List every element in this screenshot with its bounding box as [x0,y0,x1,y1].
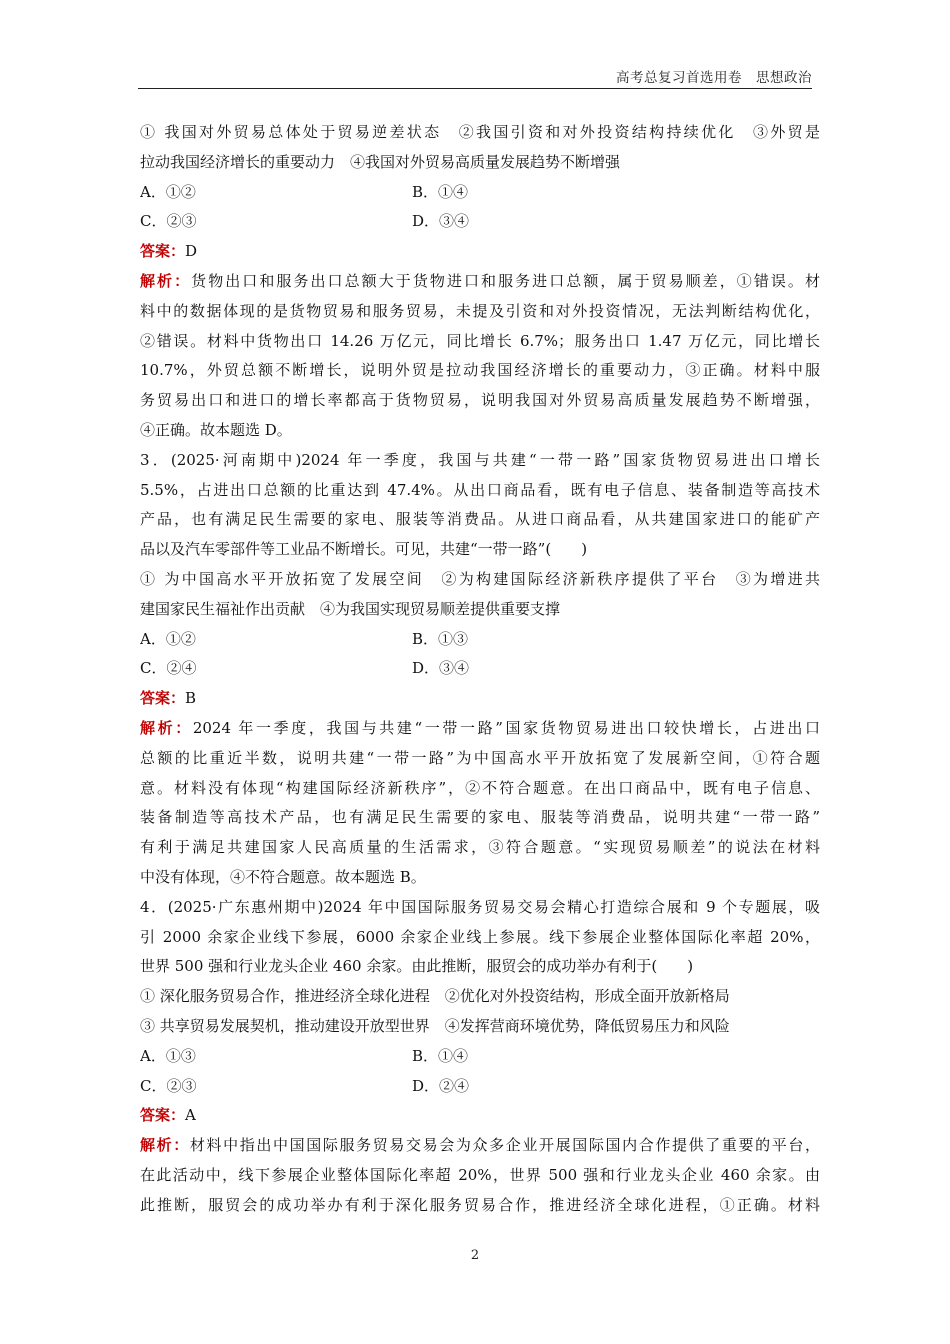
q3-analysis-line: 中没有体现，④不符合题意。故本题选 B。 [140,867,426,886]
q3-analysis-line: 装备制造等高技术产品，也有满足民生需要的家电、服装等消费品，说明共建“一带一路” [140,808,820,827]
analysis-label: 解析： [140,271,192,290]
q3-answer [140,684,820,714]
analysis-label: 解析： [140,718,193,737]
answer-value: B [185,689,197,708]
q3-analysis-line: 总额的比重近半数，说明共建“一带一路”为中国高水平开放拓宽了发展新空间，①符合题 [140,748,820,767]
q3-stem-line: 5.5%，占进出口总额的比重达到 47.4%。从出口商品看，既有电子信息、装备制造等高技术 [140,480,820,499]
answer-value: D [185,242,198,261]
q2-option-d: D．③④ [412,212,470,231]
analysis-text: 2024 年一季度，我国与共建“一带一路”国家货物贸易进出口较快增长，占进出口 [192,718,820,737]
running-header: 高考总复习首选用卷 思想政治 [616,70,812,86]
analysis-label: 解析： [140,1136,190,1155]
q3-stem-line: 产品，也有满足民生需要的家电、服装等消费品。从进口商品看，从共建国家进口的能矿产 [140,510,820,529]
q4-analysis-line: 在此活动中，线下参展企业整体国际化率超 20%，世界 500 强和行业龙头企业 460 余家。由 [140,1165,820,1184]
q4-option-a: A．①③ [140,1046,196,1065]
q3-option-c: C．②④ [140,659,197,678]
q3-analysis-line: 意。材料没有体现“构建国际经济新秩序”，②不符合题意。在出口商品中，既有电子信息、 [140,778,820,797]
q4-option-c: C．②③ [140,1076,197,1095]
q3-analysis-line: 有利于满足共建国家人民高质量的生活需求，③符合题意。“实现贸易顺差”的说法在材料 [140,838,820,857]
q3-option-b: B．①③ [412,629,469,648]
q3-options-row [140,625,820,655]
q4-analysis-line [140,1131,820,1161]
q3-stem-line: 品以及汽车零部件等工业品不断增长。可见，共建“一带一路”( ) [140,540,588,559]
q2-options-row [140,207,820,237]
q2-statement-line: 拉动我国经济增长的重要动力 ④我国对外贸易高质量发展趋势不断增强 [140,152,621,171]
q4-stem-line: 引 2000 余家企业线下参展，6000 余家企业线上参展。线下参展企业整体国际化率超 20%， [140,927,820,946]
q3-option-d: D．③④ [412,659,470,678]
answer-label: 答案： [140,689,186,708]
q4-analysis-line: 此推断，服贸会的成功举办有利于深化服务贸易合作，推进经济全球化进程，①正确。材料 [140,1195,820,1214]
q4-option-d: D．②④ [412,1076,470,1095]
q2-analysis-line: 10.7%，外贸总额不断增长，说明外贸是拉动我国经济增长的重要动力，③正确。材料中服 [140,361,820,380]
q3-options-row [140,654,820,684]
page-content [140,118,820,1220]
q3-option-a: A．①② [140,629,196,648]
answer-value: A [185,1106,196,1125]
q2-analysis-line: ④正确。故本题选 D。 [140,420,292,439]
q4-statement-line: ③ 共享贸易发展契机，推动建设开放型世界 ④发挥营商环境优势，降低贸易压力和风险 [140,1016,730,1035]
q2-answer [140,237,820,267]
q4-stem-line: 4．(2025·广东惠州期中)2024 年中国国际服务贸易交易会精心打造综合展和 9 个专题展，吸 [140,897,820,916]
q3-analysis-line [140,714,820,744]
analysis-text: 货物出口和服务出口总额大于货物进口和服务进口总额，属于贸易顺差，①错误。材 [191,271,820,290]
answer-label: 答案： [140,242,186,261]
analysis-text: 材料中指出中国国际服务贸易交易会为众多企业开展国际国内合作提供了重要的平台， [189,1136,820,1155]
q3-statement-line: ① 为中国高水平开放拓宽了发展空间 ②为构建国际经济新秩序提供了平台 ③为增进共 [140,569,820,588]
q4-statement-line: ① 深化服务贸易合作，推进经济全球化进程 ②优化对外投资结构，形成全面开放新格局 [140,987,730,1006]
q4-answer [140,1101,820,1131]
q2-analysis-line: ②错误。材料中货物出口 14.26 万亿元，同比增长 6.7%；服务出口 1.47 万亿元，同比增长 [140,331,820,350]
q2-analysis-line [140,267,820,297]
q3-stem-line: 3．(2025·河南期中)2024 年一季度，我国与共建“一带一路”国家货物贸易进出口增长 [140,450,820,469]
q2-analysis-line: 务贸易出口和进口的增长率都高于货物贸易，说明我国对外贸易高质量发展趋势不断增强， [140,391,820,410]
q2-options-row [140,178,820,208]
q2-option-b: B．①④ [412,182,469,201]
answer-label: 答案： [140,1106,186,1125]
q4-option-b: B．①④ [412,1046,469,1065]
q2-analysis-line: 料中的数据体现的是货物贸易和服务贸易，未提及引资和对外投资情况，无法判断结构优化， [140,301,820,320]
q2-statement-line: ① 我国对外贸易总体处于贸易逆差状态 ②我国引资和对外投资结构持续优化 ③外贸是 [140,123,820,141]
q2-option-a: A．①② [140,182,196,201]
q4-stem-line: 世界 500 强和行业龙头企业 460 余家。由此推断，服贸会的成功举办有利于( ) [140,957,694,976]
q4-options-row [140,1072,820,1102]
q2-option-c: C．②③ [140,212,197,231]
q4-options-row [140,1042,820,1072]
q3-statement-line: 建国家民生福祉作出贡献 ④为我国实现贸易顺差提供重要支撑 [140,599,561,618]
header-rule [138,88,812,89]
page-number: 2 [470,1248,480,1263]
